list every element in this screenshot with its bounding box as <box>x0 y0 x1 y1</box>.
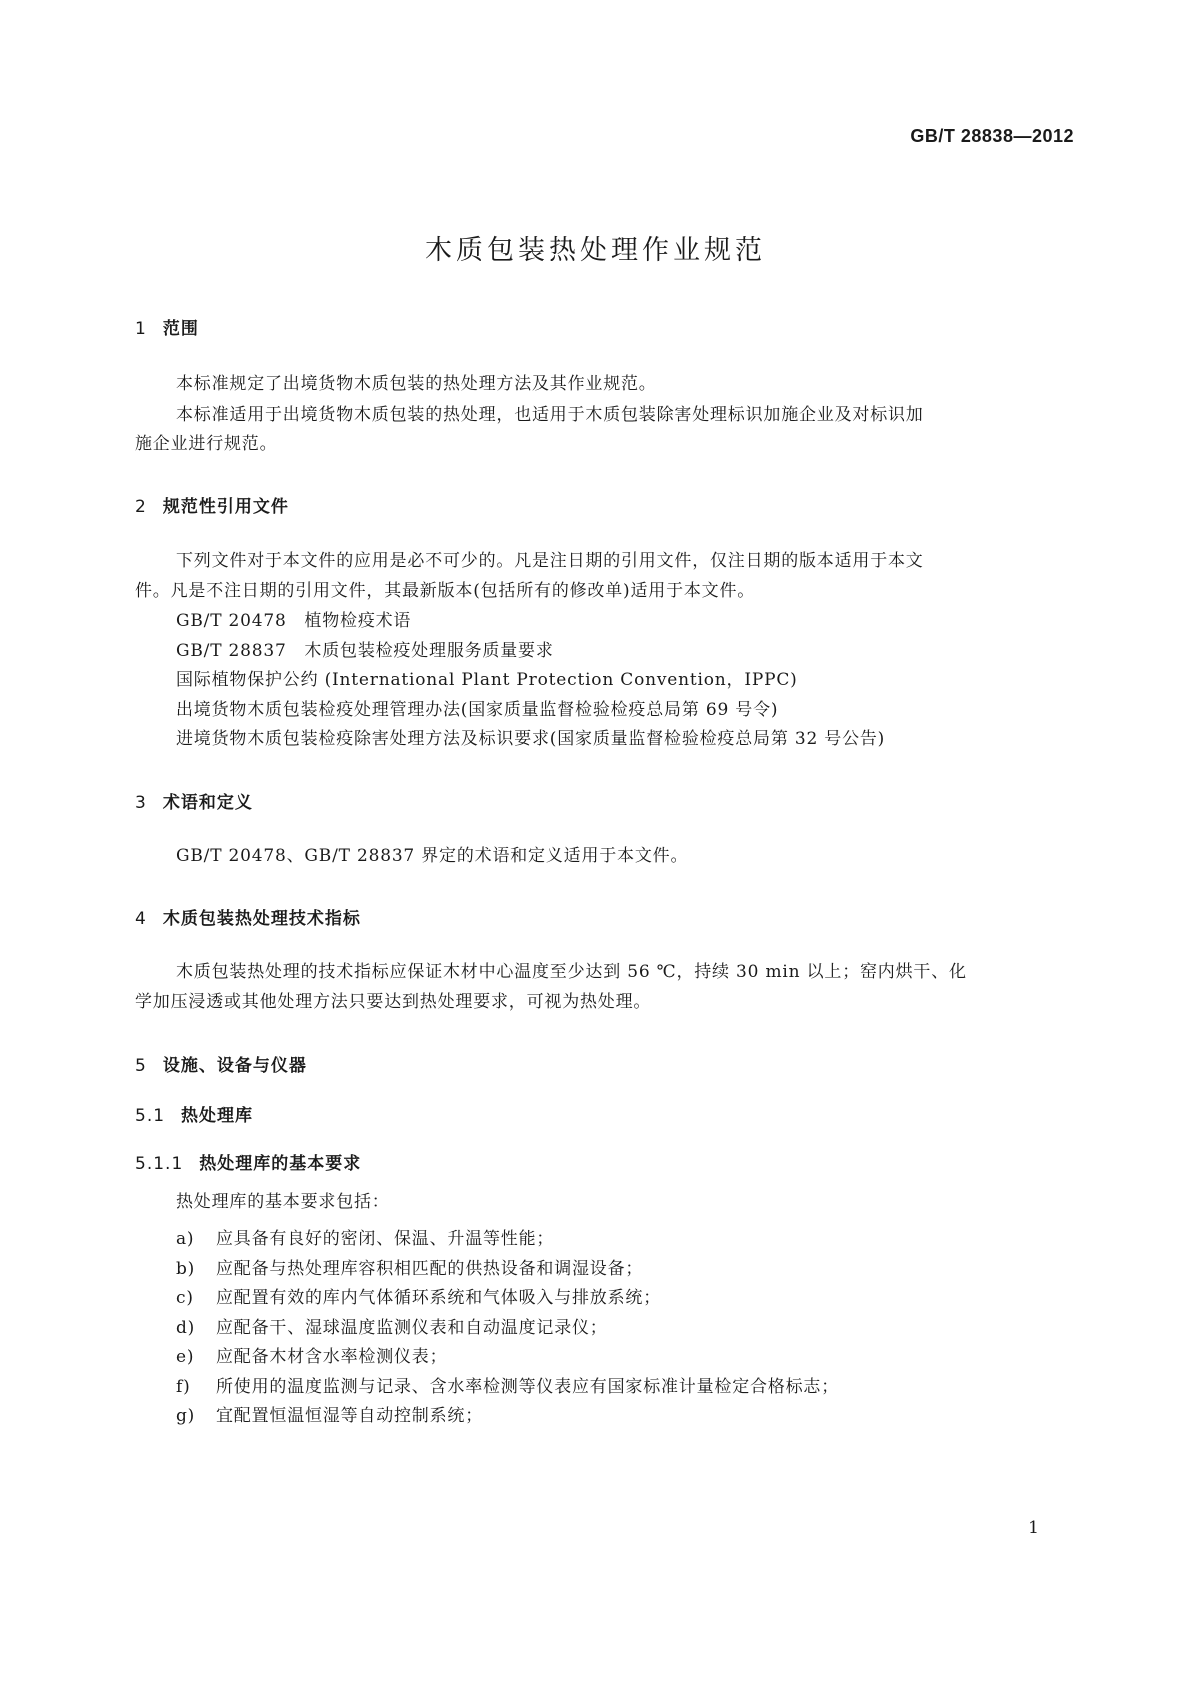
paragraph: 木质包装热处理的技术指标应保证木材中心温度至少达到 56 ℃，持续 30 min 以上；窑内烘干、化 <box>176 962 967 982</box>
section-number: 5.1 <box>135 1106 166 1126</box>
list-marker: a) <box>176 1229 195 1249</box>
list-text: 应配备木材含水率检测仪表； <box>216 1347 448 1367</box>
list-text: 应具备有良好的密闭、保温、升温等性能； <box>216 1229 555 1249</box>
section-number: 4 <box>135 909 147 929</box>
list-marker: c) <box>176 1288 194 1308</box>
standard-code: GB/T 28838—2012 <box>910 126 1074 146</box>
section-4-heading <box>135 904 361 929</box>
list-item <box>176 1401 483 1426</box>
paragraph: 下列文件对于本文件的应用是必不可少的。凡是注日期的引用文件，仅注日期的版本适用于本文 <box>176 551 924 571</box>
paragraph: GB/T 20478、GB/T 28837 界定的术语和定义适用于本文件。 <box>176 846 689 866</box>
section-number: 1 <box>135 319 147 339</box>
subsection-5-1-heading <box>135 1101 253 1126</box>
document-title: 木质包装热处理作业规范 <box>425 235 766 266</box>
section-title: 木质包装热处理技术指标 <box>162 909 361 929</box>
list-marker: g) <box>176 1406 196 1426</box>
section-number: 3 <box>135 793 147 813</box>
reference-item: 国际植物保护公约 (International Plant Protection Convention，IPPC) <box>176 670 798 690</box>
section-number: 2 <box>135 497 147 517</box>
list-item <box>176 1283 661 1308</box>
section-title: 范围 <box>162 319 199 339</box>
paragraph: 施企业进行规范。 <box>135 434 278 454</box>
paragraph: 件。凡是不注日期的引用文件，其最新版本(包括所有的修改单)适用于本文件。 <box>135 581 756 601</box>
reference-item: 出境货物木质包装检疫处理管理办法(国家质量监督检验检疫总局第 69 号令) <box>176 700 779 720</box>
list-marker: f) <box>176 1377 191 1397</box>
reference-item: GB/T 20478 植物检疫术语 <box>176 611 412 631</box>
reference-item: 进境货物木质包装检疫除害处理方法及标识要求(国家质量监督检验检疫总局第 32 号公告) <box>176 729 886 749</box>
paragraph: 热处理库的基本要求包括： <box>176 1192 390 1212</box>
section-title: 设施、设备与仪器 <box>162 1056 307 1076</box>
section-title: 规范性引用文件 <box>162 497 289 517</box>
section-title: 术语和定义 <box>162 793 253 813</box>
paragraph: 本标准适用于出境货物木质包装的热处理，也适用于木质包装除害处理标识加施企业及对标识加 <box>176 405 924 425</box>
list-item <box>176 1342 447 1367</box>
list-marker: e) <box>176 1347 195 1367</box>
list-item <box>176 1372 839 1397</box>
list-text: 宜配置恒温恒湿等自动控制系统； <box>216 1406 483 1426</box>
section-title: 热处理库的基本要求 <box>199 1154 362 1174</box>
section-3-heading <box>135 788 253 813</box>
list-text: 所使用的温度监测与记录、含水率检测等仪表应有国家标准计量检定合格标志； <box>216 1377 839 1397</box>
paragraph: 本标准规定了出境货物木质包装的热处理方法及其作业规范。 <box>176 374 657 394</box>
reference-item: GB/T 28837 木质包装检疫处理服务质量要求 <box>176 641 554 661</box>
list-text: 应配备与热处理库容积相匹配的供热设备和调湿设备； <box>216 1259 644 1279</box>
section-5-heading <box>135 1051 307 1076</box>
page-number: 1 <box>1028 1518 1039 1538</box>
section-title: 热处理库 <box>181 1106 254 1126</box>
list-item <box>176 1254 643 1279</box>
section-2-heading <box>135 492 289 517</box>
list-text: 应配备干、湿球温度监测仪表和自动温度记录仪； <box>216 1318 608 1338</box>
section-number: 5.1.1 <box>135 1154 184 1174</box>
section-1-heading <box>135 314 199 339</box>
paragraph: 学加压浸透或其他处理方法只要达到热处理要求，可视为热处理。 <box>135 992 652 1012</box>
list-marker: d) <box>176 1318 196 1338</box>
list-marker: b) <box>176 1259 196 1279</box>
section-number: 5 <box>135 1056 147 1076</box>
list-text: 应配置有效的库内气体循环系统和气体吸入与排放系统； <box>216 1288 661 1308</box>
list-item <box>176 1224 554 1249</box>
list-item <box>176 1313 608 1338</box>
subsection-5-1-1-heading <box>135 1149 361 1174</box>
